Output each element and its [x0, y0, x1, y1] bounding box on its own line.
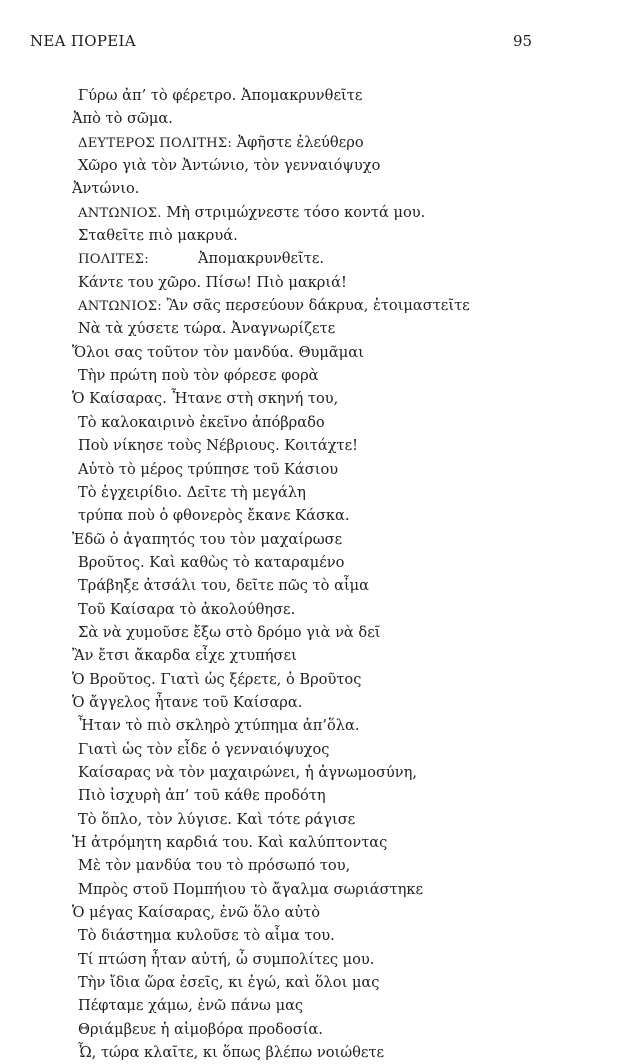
- verse-line: ΑΝΤΩΝΙΟΣ: Ἂν σᾶς περσεύουν δάκρυα, ἑτοιμαστεῖτε: [78, 297, 470, 315]
- verse-line: Ὁ Καίσαρας. Ἦτανε στὴ σκηνή του,: [72, 390, 339, 408]
- verse-line: Γύρω ἀπ’ τὸ φέρετρο. Ἀπομακρυνθεῖτε: [78, 87, 363, 104]
- verse-line: Ἦταν τὸ πιὸ σκληρὸ χτύπημα ἀπ’ὅλα.: [78, 717, 360, 735]
- speaker-name: ΑΝΤΩΝΙΟΣ.: [78, 205, 162, 221]
- running-title: ΝΕΑ ΠΟΡΕΙΑ: [30, 32, 136, 50]
- verse-line: Σὰ νὰ χυμοῦσε ἔξω στὸ δρόμο γιὰ νὰ δεῖ: [78, 623, 381, 641]
- verse-line: Κάντε του χῶρο. Πίσω! Πιὸ μακριά!: [78, 273, 347, 291]
- verse-line: Ἐδῶ ὁ ἀγαπητός του τὸν μαχαίρωσε: [72, 530, 343, 548]
- verse-line: Χῶρο γιὰ τὸν Ἀντώνιο, τὸν γενναιόψυχο: [78, 157, 381, 175]
- verse-line: Τοῦ Καίσαρα τὸ ἀκολούθησε.: [78, 600, 296, 618]
- speaker-name: ΑΝΤΩΝΙΟΣ:: [78, 299, 162, 315]
- verse-line: Ὁ μέγας Καίσαρας, ἐνῶ ὅλο αὐτὸ: [72, 904, 321, 922]
- verse-line: Ὁ Βροῦτος. Γιατὶ ὡς ξέρετε, ὁ Βροῦτος: [72, 670, 362, 688]
- verse-line: Μὲ τὸν μανδύα του τὸ πρόσωπό του,: [78, 857, 351, 875]
- speaker-name: ΠΟΛΙΤΕΣ:: [78, 252, 149, 268]
- verse-line: Τὴν πρώτη ποὺ τὸν φόρεσε φορὰ: [78, 367, 319, 385]
- page-number: 95: [513, 32, 533, 50]
- verse-line: Ἡ ἀτρόμητη καρδιά του. Καὶ καλύπτοντας: [72, 834, 388, 851]
- verse-line: τρύπα ποὺ ὁ φθονερὸς ἔκανε Κάσκα.: [78, 507, 350, 525]
- verse-line: Τὸ διάστημα κυλοῦσε τὸ αἷμα του.: [78, 927, 335, 945]
- verse-line: Βροῦτος. Καὶ καθὼς τὸ καταραμένο: [78, 553, 345, 571]
- verse-line: ΑΝΤΩΝΙΟΣ. Μὴ στριμώχνεστε τόσο κοντά μου.: [78, 203, 426, 221]
- verse-line: Πιὸ ἰσχυρὴ ἀπ’ τοῦ κάθε προδότη: [78, 787, 326, 805]
- verse-line: Ἂν ἔτσι ἄκαρδα εἶχε χτυπήσει: [72, 647, 297, 665]
- verse-line: Τὸ ὅπλο, τὸν λύγισε. Καὶ τότε ράγισε: [78, 810, 356, 828]
- verse-line: Ὦ, τώρα κλαῖτε, κι ὅπως βλέπω νοιώθετε: [78, 1044, 385, 1062]
- verse-line: Ἀντώνιο.: [72, 180, 140, 198]
- verse-line: Ἀπὸ τὸ σῶμα.: [72, 110, 173, 128]
- verse-line: Τί πτώση ἦταν αὐτή, ὦ συμπολίτες μου.: [78, 950, 375, 968]
- verse-line: Αὐτὸ τὸ μέρος τρύπησε τοῦ Κάσιου: [78, 460, 339, 478]
- verse-line: ΔΕΥΤΕΡΟΣ ΠΟΛΙΤΗΣ: Ἀφῆστε ἐλεύθερο: [78, 133, 364, 151]
- verse-line: Τὸ καλοκαιρινὸ ἐκεῖνο ἀπόβραδο: [78, 413, 325, 431]
- verse-line: Ποὺ νίκησε τοὺς Νέβριους. Κοιτάχτε!: [78, 437, 359, 455]
- verse-line: Καίσαρας νὰ τὸν μαχαιρώνει, ἡ ἀγνωμοσύνη,: [78, 763, 418, 781]
- verse-line: ΠΟΛΙΤΕΣ: Ἀπομακρυνθεῖτε.: [61, 247, 581, 270]
- verse-line: Θριάμβευε ἡ αἱμοβόρα προδοσία.: [78, 1020, 323, 1038]
- verse-line: Τὴν ἴδια ὥρα ἐσεῖς, κι ἐγώ, καὶ ὅλοι μας: [78, 974, 380, 992]
- verse-line: Πέφταμε χάμω, ἐνῶ πάνω μας: [78, 997, 304, 1015]
- verse-line: Τὸ ἐγχειρίδιο. Δεῖτε τὴ μεγάλη: [78, 483, 306, 501]
- verse-line: Ὁ ἄγγελος ἦτανε τοῦ Καίσαρα.: [72, 693, 303, 711]
- verse-line: Τράβηξε ἀτσάλι του, δεῖτε πῶς τὸ αἷμα: [78, 577, 370, 595]
- verse-line: Γιατὶ ὡς τὸν εἶδε ὁ γενναιόψυχος: [78, 740, 330, 758]
- verse-line: Νὰ τὰ χύσετε τώρα. Ἀναγνωρίζετε: [78, 320, 336, 338]
- verse-line: Σταθεῖτε πιὸ μακρυά.: [78, 227, 238, 245]
- verse-line: Ὅλοι σας τοῦτον τὸν μανδύα. Θυμᾶμαι: [72, 343, 364, 361]
- verse-text: [61, 84, 581, 1064]
- verse-line: Μπρὸς στοῦ Πομπήιου τὸ ἄγαλμα σωριάστηκε: [78, 880, 424, 898]
- speaker-name: ΔΕΥΤΕΡΟΣ ΠΟΛΙΤΗΣ:: [78, 135, 232, 151]
